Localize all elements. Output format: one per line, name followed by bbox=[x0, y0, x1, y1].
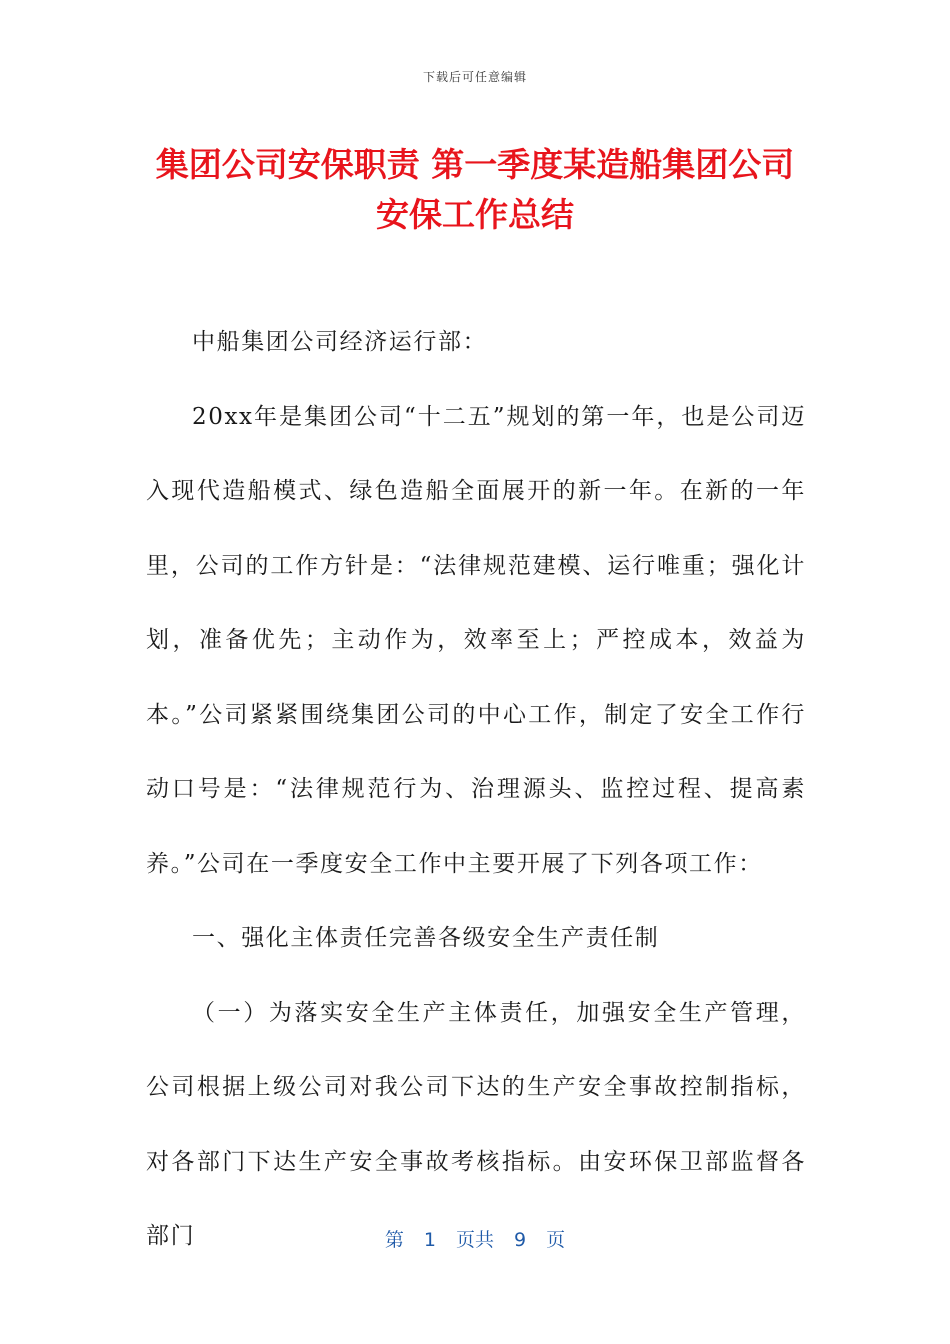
subsection-paragraph: （一）为落实安全生产主体责任，加强安全生产管理，公司根据上级公司对我公司下达的生产安全事故控制指标，对各部门下达生产安全事故考核指标。由安环保卫部监督各部门 bbox=[146, 999, 806, 1249]
header-note: 下载后可任意编辑 bbox=[422, 70, 527, 84]
title-line-2: 安保工作总结 bbox=[376, 195, 574, 234]
salutation: 中船集团公司经济运行部： bbox=[192, 329, 488, 355]
title-line-1: 集团公司安保职责 第一季度某造船集团公司 bbox=[155, 145, 795, 184]
page-footer: 第 1 页共 9 页 bbox=[384, 1229, 566, 1251]
section-heading: 一、强化主体责任完善各级安全生产责任制 bbox=[192, 925, 660, 951]
document-title bbox=[120, 140, 830, 240]
intro-paragraph: 20xx年是集团公司“十二五”规划的第一年，也是公司迈入现代造船模式、绿色造船全面展开的新一年。在新的一年里，公司的工作方针是：“法律规范建模、运行唯重；强化计划，准备优先；主动作为，效率至上；严控成本，效益为本。”公司紧紧围绕集团公司的中心工作，制定了安全工作行动口号是：“法律规范行为、治理源头、监控过程、提高素养。”公司在一季度安全工作中主要开展了下列各项工作： bbox=[146, 403, 806, 877]
document-body bbox=[146, 305, 806, 1274]
